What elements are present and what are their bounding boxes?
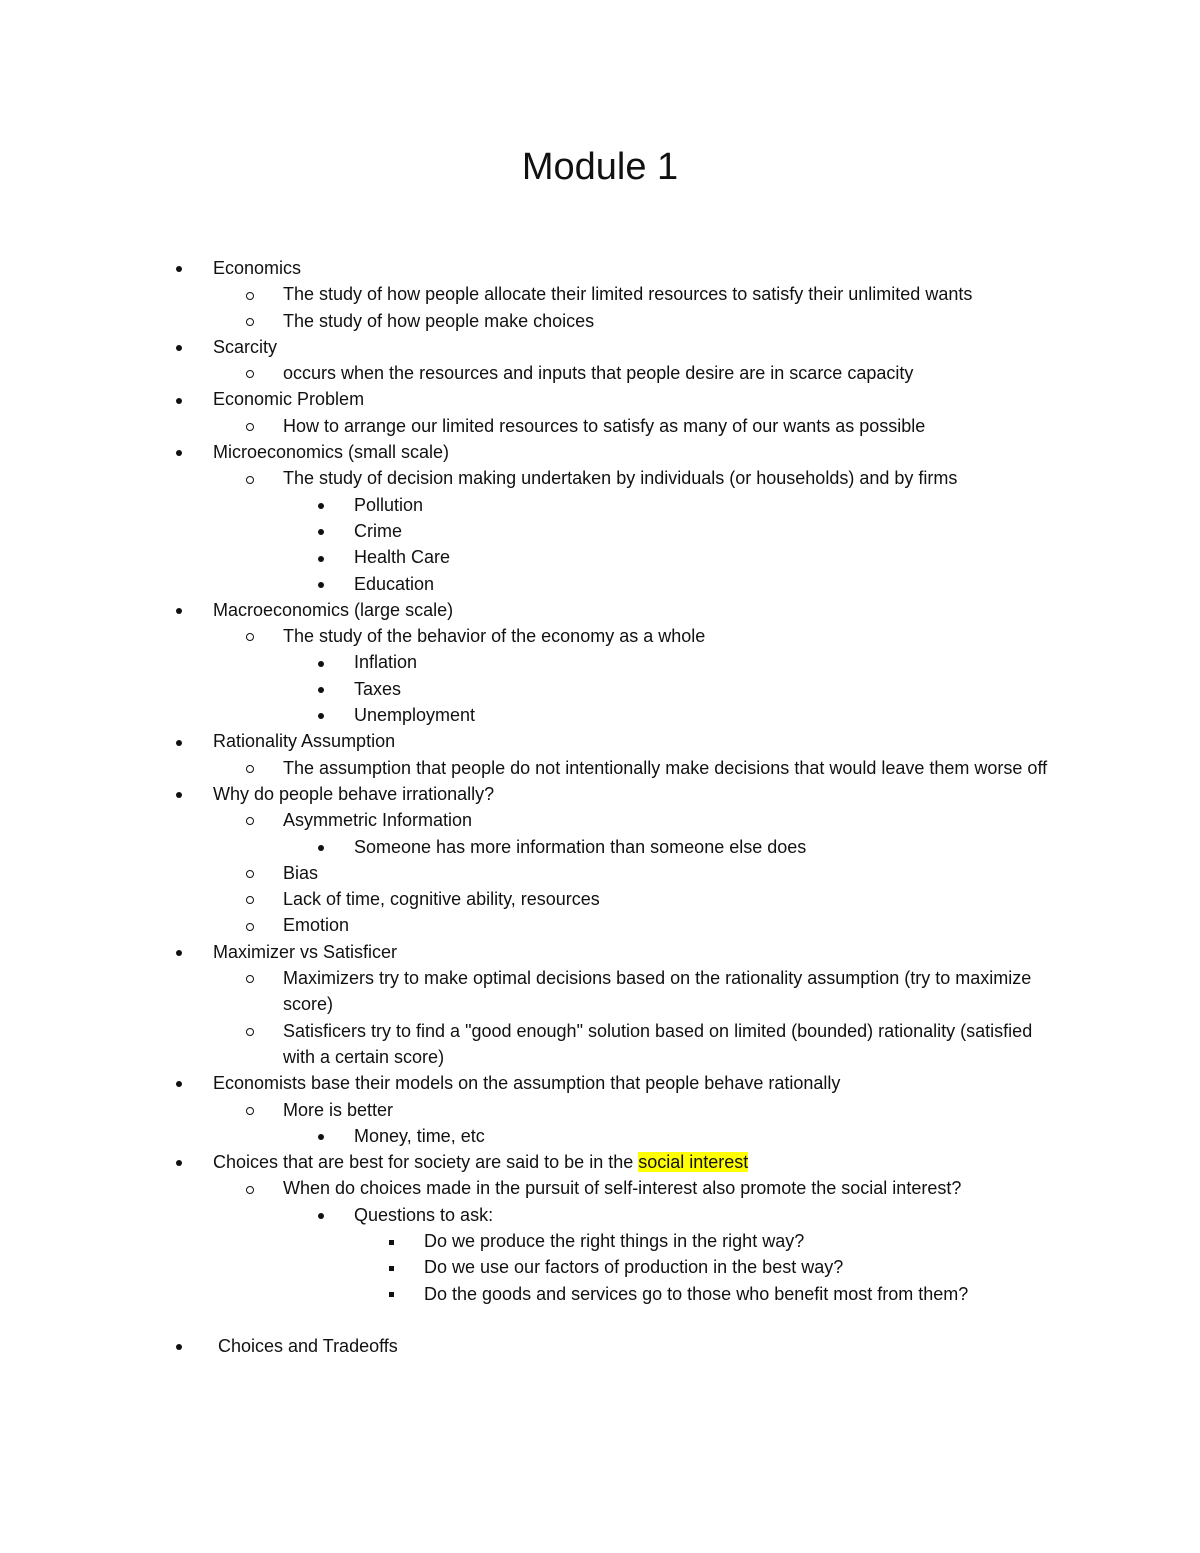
bullet-icon [314,492,328,518]
bullet-icon [314,649,328,675]
list-item: Microeconomics (small scale) [213,439,1200,465]
list-item: Taxes [354,676,1200,702]
list-item: Choices and Tradeoffs [213,1333,1200,1359]
bullet-icon [172,334,186,360]
outline [0,255,1200,1359]
circle-bullet-icon [243,807,257,833]
list-item: The study of how people make choices [283,308,1200,334]
list-item: Emotion [283,912,1200,938]
list-item: Money, time, etc [354,1123,1200,1149]
bullet-icon [314,702,328,728]
bullet-icon [172,1149,186,1175]
choices-text: Choices that are best for society are said to be in the [213,1152,639,1173]
blank-line [0,1307,1200,1333]
circle-bullet-icon [243,755,257,781]
bullet-icon [314,571,328,597]
list-item: Economists base their models on the assumption that people behave rationally [213,1070,1200,1096]
circle-bullet-icon [243,1097,257,1123]
highlighted-term: social interest [638,1152,749,1173]
list-item: Lack of time, cognitive ability, resources [283,886,1200,912]
list-item: Unemployment [354,702,1200,728]
circle-bullet-icon [243,308,257,334]
bullet-icon [314,1123,328,1149]
bullet-icon [314,544,328,570]
list-item: Asymmetric Information [283,807,1200,833]
bullet-icon [172,781,186,807]
list-item: Pollution [354,492,1200,518]
square-bullet-icon [384,1228,398,1254]
bullet-icon [172,255,186,281]
list-item: Inflation [354,649,1200,675]
list-item: Economic Problem [213,386,1200,412]
list-item [213,1149,1200,1175]
list-item: Do the goods and services go to those who benefit most from them? [424,1281,1200,1307]
list-item: Education [354,571,1200,597]
bullet-icon [172,939,186,965]
circle-bullet-icon [243,912,257,938]
bullet-icon [314,834,328,860]
list-item: Rationality Assumption [213,728,1200,754]
bullet-icon [314,676,328,702]
circle-bullet-icon [243,1175,257,1201]
list-item: occurs when the resources and inputs that people desire are in scarce capacity [283,360,1200,386]
list-item: When do choices made in the pursuit of self-interest also promote the social interest? [283,1175,1200,1201]
list-item: Someone has more information than someone else does [354,834,1200,860]
list-item: Questions to ask: [354,1202,1200,1228]
list-item: Do we use our factors of production in the best way? [424,1254,1200,1280]
list-item: Maximizer vs Satisficer [213,939,1200,965]
page-title: Module 1 [521,146,679,188]
bullet-icon [172,1333,186,1359]
list-item: Do we produce the right things in the right way? [424,1228,1200,1254]
circle-bullet-icon [243,413,257,439]
bullet-icon [172,439,186,465]
circle-bullet-icon [243,360,257,386]
list-item: Macroeconomics (large scale) [213,597,1200,623]
list-item: The assumption that people do not intentionally make decisions that would leave them worse off [283,755,1200,781]
circle-bullet-icon [243,965,257,991]
list-item: How to arrange our limited resources to satisfy as many of our wants as possible [283,413,1200,439]
list-item: Crime [354,518,1200,544]
square-bullet-icon [384,1281,398,1307]
circle-bullet-icon [243,1018,257,1044]
bullet-icon [172,728,186,754]
bullet-icon [172,1070,186,1096]
list-item: Satisficers try to find a "good enough" solution based on limited (bounded) rationality (satisfied with a certain score) [283,1018,1200,1071]
circle-bullet-icon [243,281,257,307]
bullet-icon [172,597,186,623]
circle-bullet-icon [243,860,257,886]
bullet-icon [172,386,186,412]
list-item: Maximizers try to make optimal decisions based on the rationality assumption (try to maximize score) [283,965,1200,1018]
list-item: The study of decision making undertaken by individuals (or households) and by firms [283,465,1200,491]
circle-bullet-icon [243,465,257,491]
bullet-icon [314,518,328,544]
list-item: The study of how people allocate their limited resources to satisfy their unlimited wants [283,281,1200,307]
list-item: The study of the behavior of the economy as a whole [283,623,1200,649]
bullet-icon [314,1202,328,1228]
square-bullet-icon [384,1254,398,1280]
list-item: Economics [213,255,1200,281]
list-item: Why do people behave irrationally? [213,781,1200,807]
list-item: Scarcity [213,334,1200,360]
list-item: More is better [283,1097,1200,1123]
circle-bullet-icon [243,623,257,649]
circle-bullet-icon [243,886,257,912]
list-item: Bias [283,860,1200,886]
list-item: Health Care [354,544,1200,570]
